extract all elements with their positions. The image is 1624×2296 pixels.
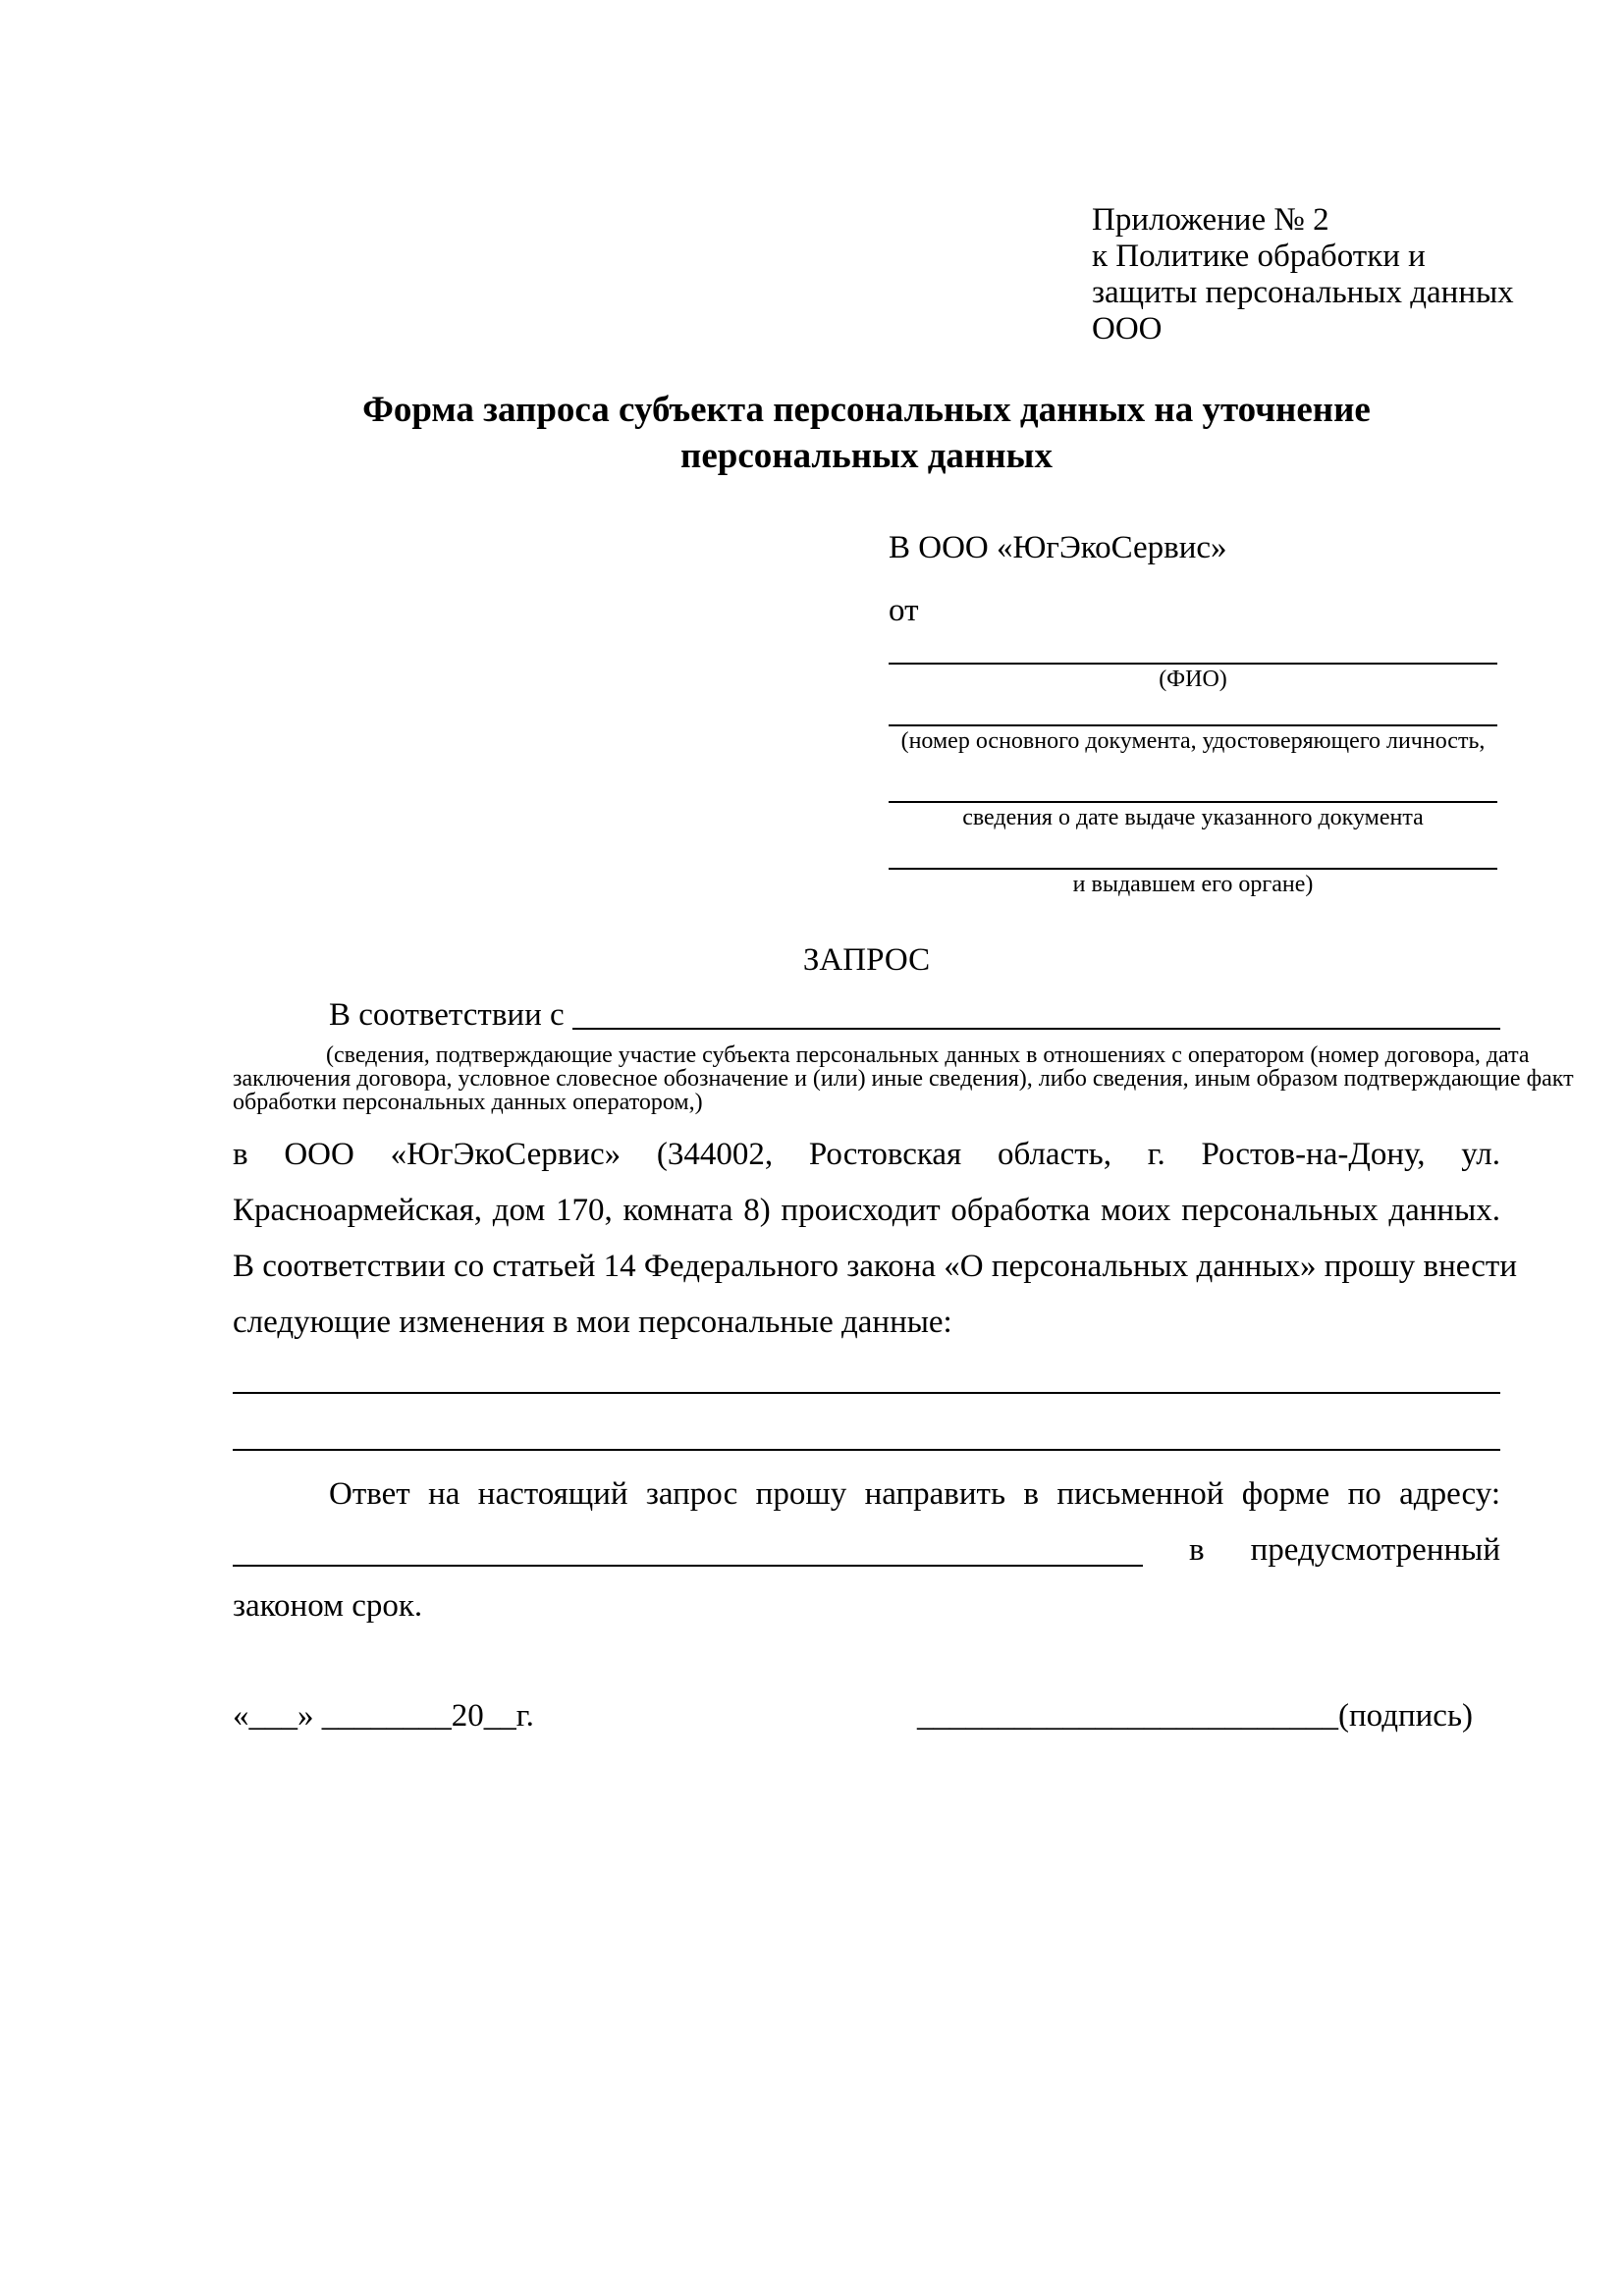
document-number-caption: (номер основного документа, удостоверяющего личность, bbox=[900, 728, 1486, 754]
addressee-block bbox=[889, 528, 1497, 899]
issue-date-blank-line bbox=[889, 756, 1497, 803]
reply-paragraph bbox=[233, 1467, 1500, 1634]
annex-line: защиты персональных данных bbox=[1092, 275, 1514, 310]
body-line: Красноармейская, дом 170, комната 8) происходит обработка моих персональных данных. bbox=[233, 1193, 1500, 1228]
fio-blank-line bbox=[889, 630, 1497, 665]
reply-address-row bbox=[233, 1522, 1500, 1578]
body-paragraph bbox=[233, 1127, 1517, 1351]
accordance-blank-line bbox=[572, 1028, 1500, 1030]
issuing-authority-blank-line bbox=[889, 832, 1497, 870]
title-line: персональных данных bbox=[680, 436, 1053, 476]
signature-group bbox=[917, 1694, 1473, 1737]
accordance-note bbox=[233, 1042, 1574, 1115]
reply-line: законом срок. bbox=[233, 1588, 423, 1624]
date-signature-row bbox=[233, 1694, 1500, 1737]
changes-blank-line-1 bbox=[233, 1392, 1500, 1394]
accordance-label: В соответствии с bbox=[329, 997, 565, 1033]
request-heading: ЗАПРОС bbox=[802, 942, 931, 978]
annex-line: ООО bbox=[1092, 311, 1163, 347]
annex-line: к Политике обработки и bbox=[1092, 239, 1426, 274]
body-line: в ООО «ЮгЭкоСервис» (344002, Ростовская область, г. Ростов-на-Дону, ул. bbox=[233, 1137, 1500, 1172]
accordance-row bbox=[233, 993, 1500, 1037]
address-blank-line bbox=[233, 1565, 1143, 1567]
issue-date-caption: сведения о дате выдаче указанного документа bbox=[962, 805, 1424, 830]
body-line: следующие изменения в мои персональные данные: bbox=[233, 1305, 952, 1340]
note-line: (сведения, подтверждающие участие субъекта персональных данных в отношениях с оператором (номер договора, дата bbox=[326, 1042, 1530, 1068]
document-number-blank-line bbox=[889, 694, 1497, 726]
date-blank: «___» ________20__г. bbox=[233, 1698, 534, 1734]
body-line: В соответствии со статьей 14 Федерального закона «О персональных данных» прошу внести bbox=[233, 1249, 1517, 1284]
signature-caption: (подпись) bbox=[1338, 1698, 1473, 1734]
title-line: Форма запроса субъекта персональных данных на уточнение bbox=[362, 390, 1371, 430]
addressee-from-label: от bbox=[889, 593, 919, 628]
reply-line: Ответ на настоящий запрос прошу направить в письменной форме по адресу: bbox=[329, 1476, 1500, 1512]
addressee-company: В ООО «ЮгЭкоСервис» bbox=[889, 530, 1227, 565]
annex-line: Приложение № 2 bbox=[1092, 202, 1329, 238]
issuing-authority-caption: и выдавшем его органе) bbox=[1072, 872, 1314, 897]
document-title bbox=[233, 387, 1500, 479]
note-line: обработки персональных данных оператором,) bbox=[233, 1090, 703, 1115]
changes-blank-line-2 bbox=[233, 1449, 1500, 1451]
reply-word: в bbox=[1189, 1532, 1205, 1568]
reply-word: предусмотренный bbox=[1250, 1532, 1500, 1568]
fio-caption: (ФИО) bbox=[1159, 667, 1227, 692]
note-line: заключения договора, условное словесное обозначение и (или) иные сведения), либо сведения, иным образом подтверждающие факт bbox=[233, 1066, 1574, 1092]
annex-reference bbox=[1092, 202, 1514, 347]
signature-blank-line: __________________________ bbox=[917, 1698, 1338, 1734]
